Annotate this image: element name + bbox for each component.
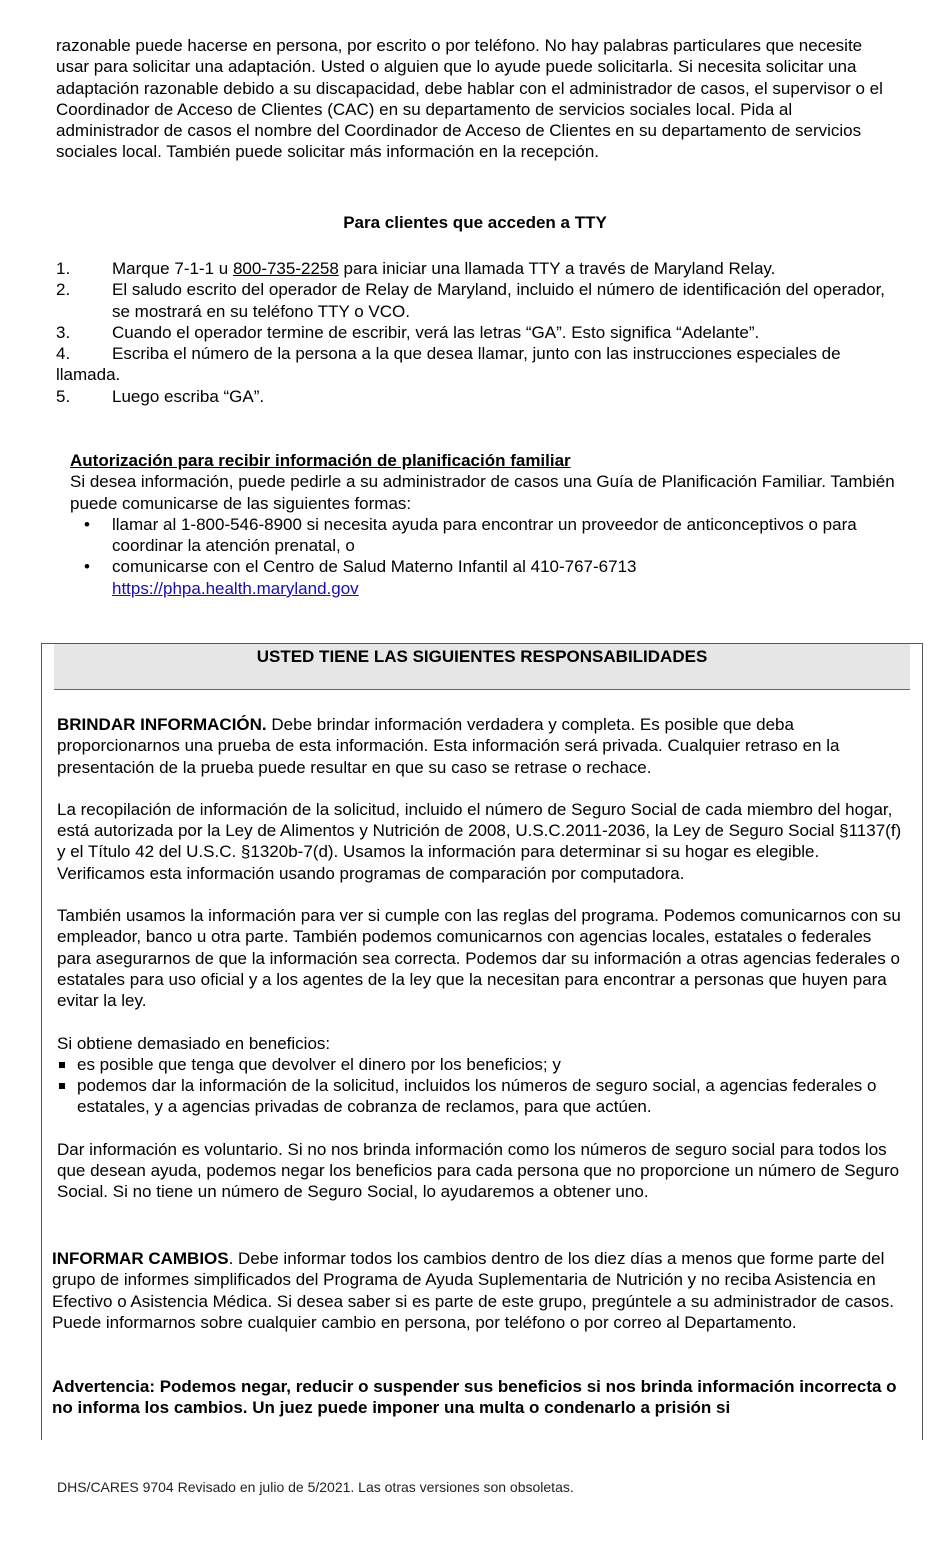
report-changes-section — [52, 1248, 912, 1419]
overpayment-intro: Si obtiene demasiado en beneficios: — [57, 1033, 331, 1053]
list-item: • llamar al 1-800-546-8900 si necesita ayuda para encontrar un proveedor de anticonceptivos o para coordinar la atención prenatal, o — [70, 514, 900, 557]
step-text: Cuando el operador termine de escribir, verá las letras “GA”. Esto significa “Adelante”. — [112, 322, 760, 342]
tty-step-5 — [56, 386, 896, 407]
list-item-text: comunicarse con el Centro de Salud Materno Infantil al 410-767-6713 — [112, 557, 637, 577]
family-planning-title: Autorización para recibir información de planificación familiar — [70, 451, 571, 470]
intro-paragraph: razonable puede hacerse en persona, por escrito o por teléfono. No hay palabras particulares que necesite usar para solicitar una adaptación. Usted o alguien que lo ayude puede solicitarla. Si necesita solicitar una adaptación razonable debido a su discapacidad, debe hablar con el administrador de casos, el supervisor o el Coordinador de Acceso de Clientes (CAC) en su departamento de servicios sociales local. Pida al administrador de casos el nombre del Coordinador de Acceso de Clientes en su departamento de servicios sociales local. También puede solicitar más información en la recepción. — [56, 36, 883, 162]
report-changes-label: INFORMAR CAMBIOS — [52, 1249, 229, 1268]
tty-step-2 — [56, 279, 896, 322]
report-changes-paragraph — [52, 1248, 912, 1333]
step-number: 3. — [56, 322, 71, 342]
footer-text: DHS/CARES 9704 Revisado en julio de 5/2021. Las otras versiones son obsoletas. — [57, 1479, 574, 1495]
responsibilities-box — [41, 643, 923, 1440]
responsibilities-content — [57, 714, 907, 1224]
step-number: 1. — [56, 259, 71, 278]
relay-phone-link[interactable]: 800-735-2258 — [232, 259, 339, 278]
provide-info-label: BRINDAR INFORMACIÓN. — [57, 715, 267, 734]
family-planning-section — [70, 450, 900, 599]
health-website-link[interactable]: https://phpa.health.maryland.gov — [112, 578, 359, 598]
list-item: podemos dar la información de la solicitud, incluidos los números de seguro social, a agencias federales o estatales, y a agencias privadas de cobranza de reclamos, para que actúen. — [57, 1075, 907, 1118]
tty-step-3 — [56, 322, 896, 343]
authority-paragraph: La recopilación de información de la solicitud, incluido el número de Seguro Social de cada miembro del hogar, está autorizada por la Ley de Alimentos y Nutrición de 2008, U.S.C.2011-2036, la Ley de Seguro Social §1137(f) y el Título 42 del U.S.C. §1320b-7(d). Usamos la información para determinar si su hogar es elegible. Verificamos esta información usando programas de comparación por computadora. — [57, 799, 902, 883]
step-number: 2. — [56, 280, 71, 300]
step-number: 4. — [56, 344, 71, 364]
list-item: es posible que tenga que devolver el dinero por los beneficios; y — [57, 1054, 907, 1075]
step-text: para iniciar una llamada TTY a través de Maryland Relay. — [338, 259, 776, 278]
family-planning-intro: Si desea información, puede pedirle a su administrador de casos una Guía de Planificación Familiar. También puede comunicarse de las siguientes formas: — [70, 472, 895, 513]
step-text: Marque 7-1-1 u — [112, 259, 233, 278]
list-item — [70, 556, 900, 599]
overpayment-list — [57, 1054, 907, 1118]
provide-info-text: Debe brindar información verdadera y completa. Es posible que deba proporcionarnos una prueba de esta información. Esta información será privada. Cualquier retraso en la presentación de la prueba puede resultar en que su caso se retrase o rechace. — [57, 715, 840, 777]
tty-step-4 — [56, 343, 896, 386]
step-text: El saludo escrito del operador de Relay de Maryland, incluido el número de identificación del operador, se mostrará en su teléfono TTY o VCO. — [112, 280, 886, 321]
step-text: Escriba el número de la persona a la que desea llamar, junto con las instrucciones especiales de llamada. — [56, 344, 841, 385]
tty-step-1 — [56, 258, 896, 279]
responsibilities-header: USTED TIENE LAS SIGUIENTES RESPONSABILIDADES — [54, 644, 910, 690]
tty-steps-list — [56, 258, 896, 407]
report-changes-text: . Debe informar todos los cambios dentro de los diez días a menos que forme parte del grupo de informes simplificados del Programa de Ayuda Suplementaria de Nutrición y no reciba Asistencia en Efectivo o Asistencia Médica. Si desea saber si es parte de este grupo, pregúntele a su administrador de casos. Puede informarnos sobre cualquier cambio en persona, por teléfono o por correo al Departamento. — [52, 1249, 894, 1332]
tty-heading: Para clientes que acceden a TTY — [343, 213, 607, 232]
step-number: 5. — [56, 386, 71, 406]
family-planning-list — [70, 514, 900, 599]
voluntary-paragraph: Dar información es voluntario. Si no nos brinda información como los números de seguro social para todos los que desean ayuda, podemos negar los beneficios para cada persona que no proporcione un número de Seguro Social. Si no tiene un número de Seguro Social, lo ayudaremos a obtener uno. — [57, 1139, 900, 1202]
step-text: Luego escriba “GA”. — [112, 386, 265, 406]
warning-paragraph: Advertencia: Podemos negar, reducir o suspender sus beneficios si nos brinda información incorrecta o no informa los cambios. Un juez puede imponer una multa o condenarlo a prisión si — [52, 1377, 897, 1418]
usage-paragraph: También usamos la información para ver si cumple con las reglas del programa. Podemos comunicarnos con su empleador, banco u otra parte. También podemos comunicarnos con agencias locales, estatales o federales para asegurarnos de que la información sea correcta. Podemos dar su información a otras agencias federales o estatales para uso oficial y a los agentes de la ley que la necesitan para encontrar a personas que huyen para evitar la ley. — [57, 906, 901, 1011]
provide-info-paragraph — [57, 714, 907, 778]
